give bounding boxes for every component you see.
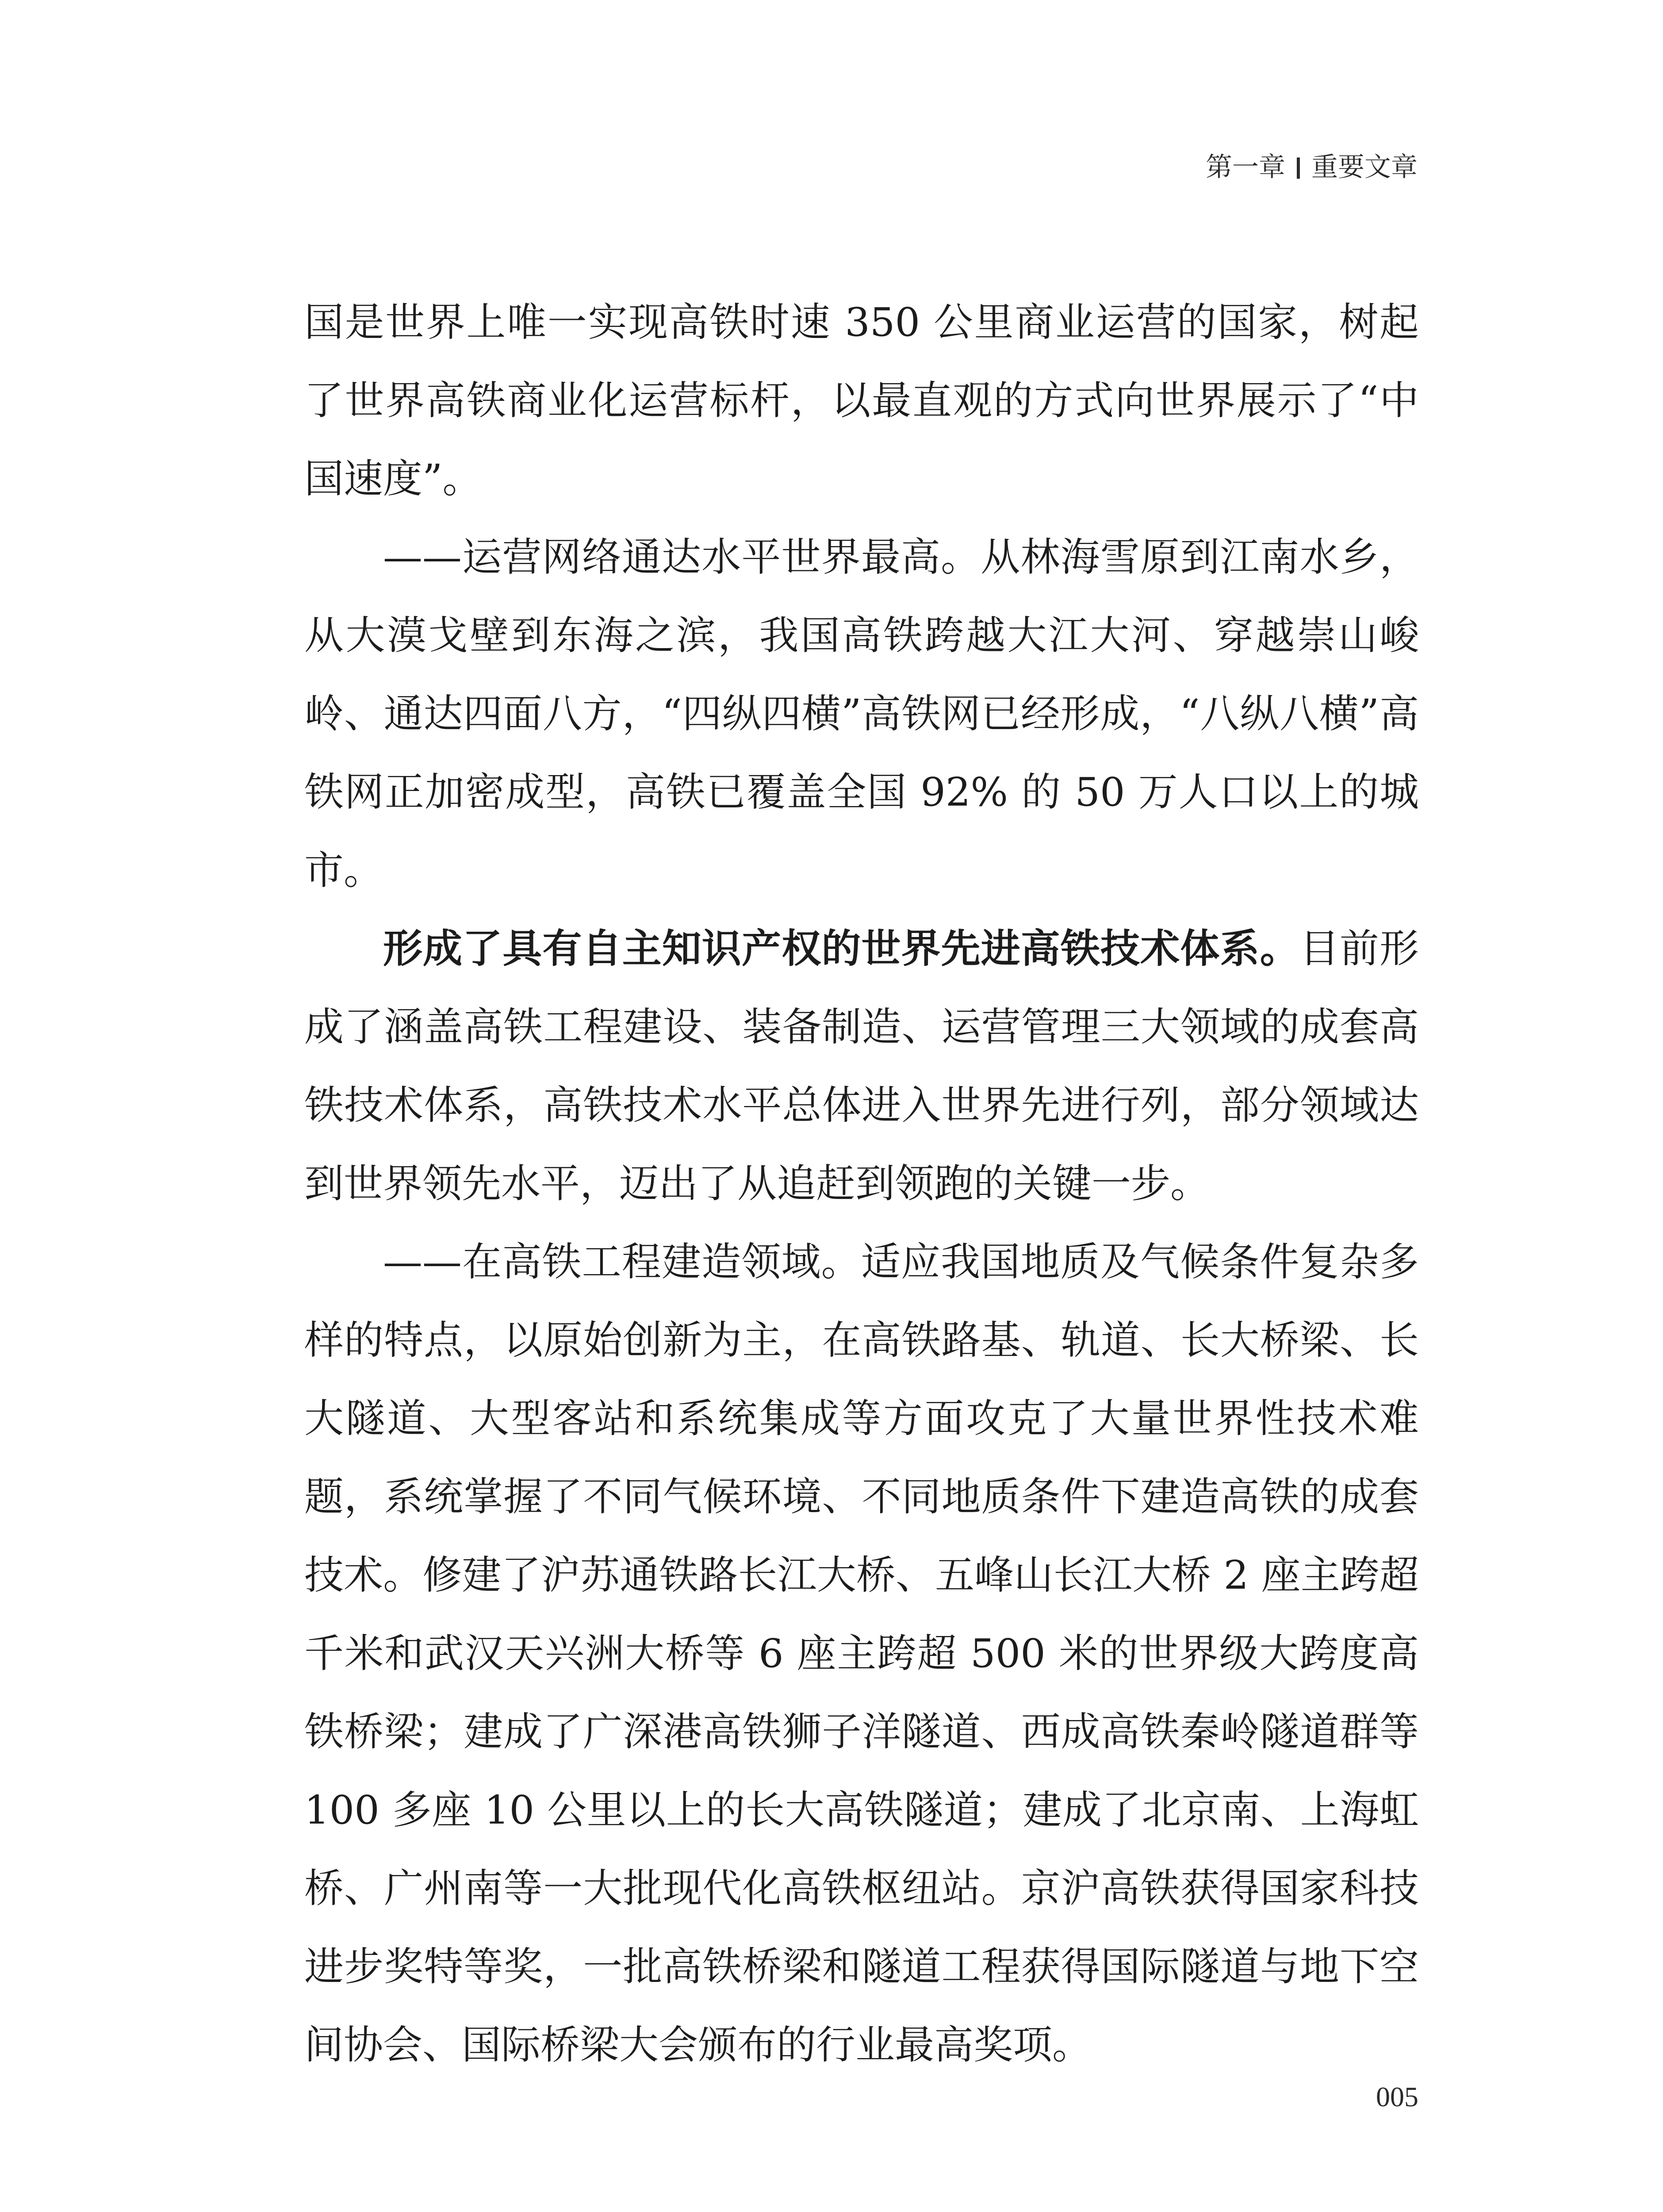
running-header (1206, 150, 1418, 185)
paragraph-lead: 形成了具有自主知识产权的世界先进高铁技术体系。 (383, 926, 1300, 972)
body-text (304, 283, 1419, 2084)
header-separator (1297, 157, 1300, 179)
paragraph-text: ——在高铁工程建造领域。适应我国地质及气候条件复杂多样的特点，以原始创新为主，在高铁路基、轨道、长大桥梁、长大隧道、大型客站和系统集成等方面攻克了大量世界性技术难题，系统掌握了不同气候环境、不同地质条件下建造高铁的成套技术。修建了沪苏通铁路长江大桥、五峰山长江大桥 2 座主跨超千米和武汉天兴洲大桥等 6 座主跨超 500 米的世界级大跨度高铁桥梁；建成了广深港高铁狮子洋隧道、西成高铁秦岭隧道群等 100 多座 10 公里以上的长大高铁隧道；建成了北京南、上海虹桥、广州南等一大批现代化高铁枢纽站。京沪高铁获得国家科技进步奖特等奖，一批高铁桥梁和隧道工程获得国际隧道与地下空间协会、国际桥梁大会颁布的行业最高奖项。 (304, 1239, 1419, 2068)
page-number: 005 (1376, 2081, 1418, 2112)
paragraph-3 (304, 910, 1419, 1223)
paragraph-text: ——运营网络通达水平世界最高。从林海雪原到江南水乡，从大漠戈壁到东海之滨，我国高铁跨越大江大河、穿越崇山峻岭、通达四面八方，“四纵四横”高铁网已经形成，“八纵八横”高铁网正加密成型，高铁已覆盖全国 92% 的 50 万人口以上的城市。 (304, 534, 1419, 893)
section-label: 重要文章 (1311, 152, 1418, 183)
paragraph-1 (304, 283, 1419, 518)
paragraph-2 (304, 518, 1419, 910)
paragraph-text: 国是世界上唯一实现高铁时速 350 公里商业运营的国家，树起了世界高铁商业化运营标杆，以最直观的方式向世界展示了“中国速度”。 (304, 299, 1419, 502)
paragraph-text: 目前形成了涵盖高铁工程建设、装备制造、运营管理三大领域的成套高铁技术体系，高铁技术水平总体进入世界先进行列，部分领域达到世界领先水平，迈出了从追赶到领跑的关键一步。 (304, 926, 1419, 1206)
chapter-label: 第一章 (1206, 152, 1285, 183)
paragraph-4 (304, 1223, 1419, 2084)
